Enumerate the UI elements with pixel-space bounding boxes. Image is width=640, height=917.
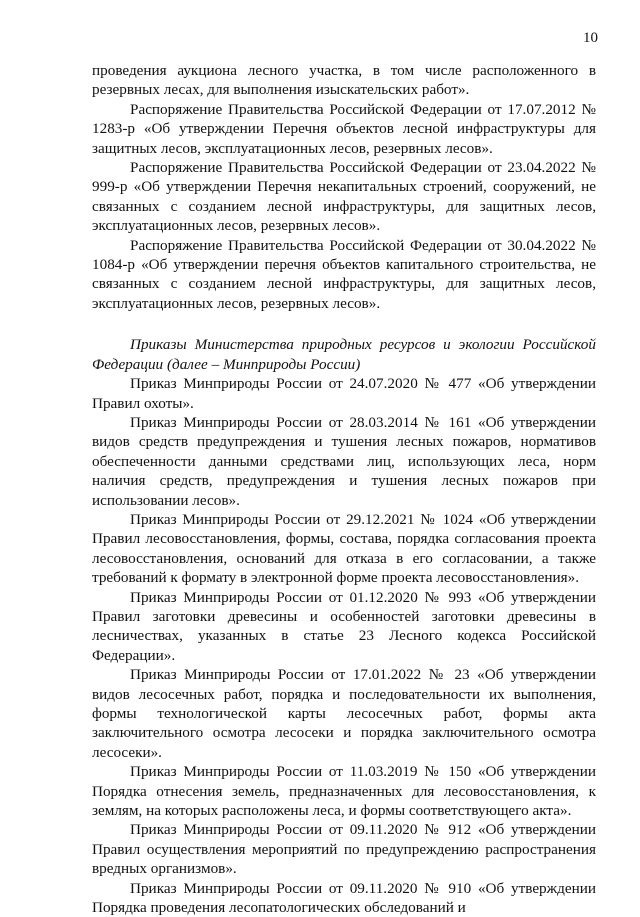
paragraph-order-23: Приказ Минприроды России от 17.01.2022 № 23 «Об утверждении видов лесосечных работ, порядка и последовательности их выполнения, формы технологической карты лесосечных работ, формы акта заключительного осмотра лесосеки и порядка заключительного осмотра лесосеки». [92, 666, 596, 761]
paragraph-order-1084: Распоряжение Правительства Российской Федерации от 30.04.2022 № 1084-р «Об утверждении перечня объектов капитального строительства, не связанных с созданием лесной инфраструктуры, для защитных лесов, эксплуатационных лесов, резервных лесов». [92, 236, 596, 312]
page-body [92, 61, 596, 917]
paragraph-continuation: проведения аукциона лесного участка, в том числе расположенного в резервных лесах, для выполнения изыскательских работ». [92, 62, 596, 99]
paragraph-order-150: Приказ Минприроды России от 11.03.2019 № 150 «Об утверждении Порядка отнесения земель, предназначенных для лесовосстановления, к землям, на которых расположены леса, и формы соответствующего акта». [92, 763, 596, 820]
paragraph-order-1283: Распоряжение Правительства Российской Федерации от 17.07.2012 № 1283-р «Об утверждении Перечня объектов лесной инфраструктуры для защитных лесов, эксплуатационных лесов, резервных лесов». [92, 100, 596, 157]
paragraph-order-477: Приказ Минприроды России от 24.07.2020 № 477 «Об утверждении Правил охоты». [92, 375, 596, 412]
page-number: 10 [583, 30, 598, 46]
section-heading: Приказы Министерства природных ресурсов и экологии Российской Федерации (далее – Минприроды России) [92, 336, 596, 373]
paragraph-order-161: Приказ Минприроды России от 28.03.2014 № 161 «Об утверждении видов средств предупреждения и тушения лесных пожаров, нормативов обеспеченности данными средствами лиц, использующих леса, норм наличия средств, предупреждения и тушения лесных пожаров при использовании лесов». [92, 413, 596, 509]
paragraph-order-912: Приказ Минприроды России от 09.11.2020 № 912 «Об утверждении Правил осуществления мероприятий по предупреждению распространения вредных организмов». [92, 821, 596, 878]
paragraph-order-910: Приказ Минприроды России от 09.11.2020 № 910 «Об утверждении Порядка проведения лесопатологических обследований и [92, 879, 596, 917]
paragraph-order-993: Приказ Минприроды России от 01.12.2020 № 993 «Об утверждении Правил заготовки древесины и особенностей заготовки древесины в лесничествах, указанных в статье 23 Лесного кодекса Российской Федерации». [92, 588, 596, 664]
paragraph-order-999: Распоряжение Правительства Российской Федерации от 23.04.2022 № 999-р «Об утверждении Перечня некапитальных строений, сооружений, не связанных с созданием лесной инфраструктуры, для защитных лесов, эксплуатационных лесов, резервных лесов». [92, 159, 596, 235]
paragraph-order-1024: Приказ Минприроды России от 29.12.2021 № 1024 «Об утверждении Правил лесовосстановления, формы, состава, порядка согласования проекта лесовосстановления, оснований для отказа в его согласовании, а также требований к формату в электронной форме проекта лесовосстановления». [92, 510, 596, 587]
